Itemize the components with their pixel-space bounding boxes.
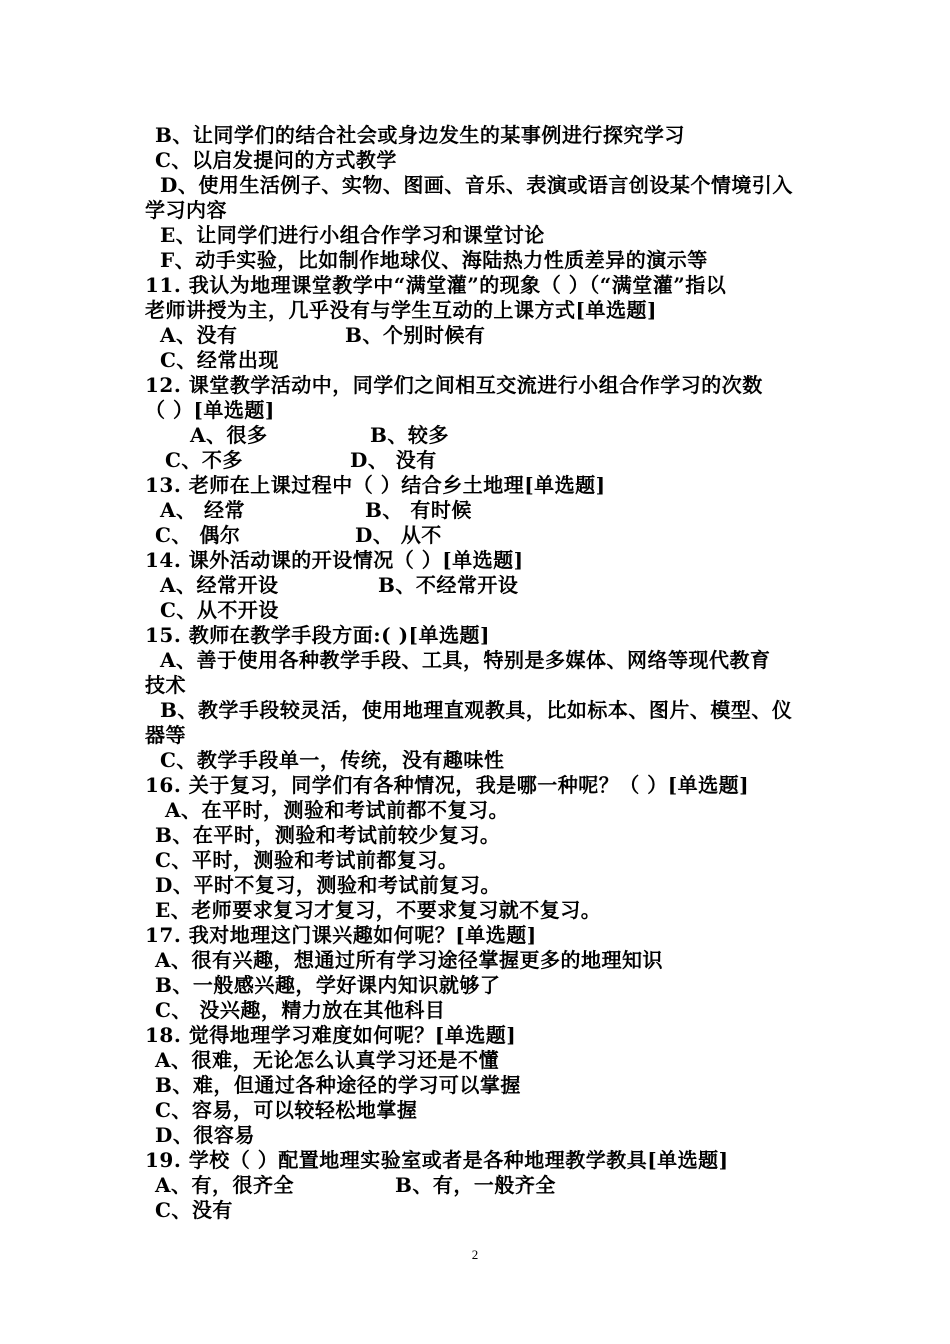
- option-line: A、在平时，测验和考试前都不复习。: [165, 798, 510, 822]
- question-19: 19. 学校（ ）配置地理实验室或者是各种地理教学教具[单选题]: [145, 1148, 729, 1172]
- question-12-cont: （ ）[单选题]: [145, 398, 275, 422]
- option-line: A、善于使用各种教学手段、工具，特别是多媒体、网络等现代教育: [160, 648, 771, 672]
- option-line: A、很有兴趣，想通过所有学习途径掌握更多的地理知识: [155, 948, 664, 972]
- question-18: 18. 觉得地理学习难度如何呢？[单选题]: [145, 1023, 517, 1047]
- option-line: B、较多: [370, 423, 449, 447]
- option-line: C、平时，测验和考试前都复习。: [155, 848, 459, 872]
- option-line: E、让同学们进行小组合作学习和课堂讨论: [160, 223, 545, 247]
- option-line: D、平时不复习，测验和考试前复习。: [155, 873, 501, 897]
- question-13: 13. 老师在上课过程中（ ）结合乡土地理[单选题]: [145, 473, 606, 497]
- question-16: 16. 关于复习，同学们有各种情况，我是哪一种呢？（ ）[单选题]: [145, 773, 750, 797]
- option-line: B、教学手段较灵活，使用地理直观教具，比如标本、图片、模型、仪: [160, 698, 793, 722]
- option-line: B、 有时候: [365, 498, 472, 522]
- option-line: B、一般感兴趣，学好课内知识就够了: [155, 973, 501, 997]
- option-line: A、很多: [190, 423, 268, 447]
- question-11-cont: 老师讲授为主，几乎没有与学生互动的上课方式[单选题]: [145, 298, 657, 322]
- option-line: B、难，但通过各种途径的学习可以掌握: [155, 1073, 521, 1097]
- option-line: D、很容易: [155, 1123, 255, 1147]
- option-line: B、在平时，测验和考试前较少复习。: [155, 823, 501, 847]
- option-line: C、经常出现: [160, 348, 279, 372]
- option-line: A、有，很齐全: [155, 1173, 295, 1197]
- page-number: 2: [471, 1247, 479, 1262]
- option-line: A、没有: [160, 323, 238, 347]
- option-line: D、 从不: [355, 523, 442, 547]
- option-line: D、 没有: [350, 448, 437, 472]
- option-line: C、教学手段单一，传统，没有趣味性: [160, 748, 505, 772]
- option-line: A、经常开设: [160, 573, 279, 597]
- question-17: 17. 我对地理这门课兴趣如何呢？[单选题]: [145, 923, 537, 947]
- option-line: C、以启发提问的方式教学: [155, 148, 397, 172]
- option-line: E、老师要求复习才复习，不要求复习就不复习。: [155, 898, 602, 922]
- option-line: A、 经常: [160, 498, 245, 522]
- option-line: C、 没兴趣，精力放在其他科目: [155, 998, 446, 1022]
- option-line: B、个别时候有: [345, 323, 486, 347]
- option-line: C、 偶尔: [155, 523, 241, 547]
- option-line: B、有，一般齐全: [395, 1173, 556, 1197]
- option-line: A、很难，无论怎么认真学习还是不懂: [155, 1048, 500, 1072]
- option-line-cont: 技术: [145, 673, 186, 697]
- question-14: 14. 课外活动课的开设情况（ ）[单选题]: [145, 548, 524, 572]
- question-11: 11. 我认为地理课堂教学中“满堂灌”的现象（ ）（“满堂灌”指以: [145, 273, 727, 297]
- question-15: 15. 教师在教学手段方面:( )[单选题]: [145, 623, 490, 647]
- option-line: F、动手实验，比如制作地球仪、海陆热力性质差异的演示等: [160, 248, 708, 272]
- option-line-cont: 器等: [145, 723, 186, 747]
- option-line: C、从不开设: [160, 598, 279, 622]
- question-12: 12. 课堂教学活动中，同学们之间相互交流进行小组合作学习的次数: [145, 373, 763, 397]
- option-line: 学习内容: [145, 198, 227, 222]
- option-line: C、容易，可以较轻松地掌握: [155, 1098, 418, 1122]
- option-line: C、不多: [165, 448, 243, 472]
- option-line: D、使用生活例子、实物、图画、音乐、表演或语言创设某个情境引入: [160, 173, 793, 197]
- option-line: B、让同学们的结合社会或身边发生的某事例进行探究学习: [155, 123, 685, 147]
- option-line: C、没有: [155, 1198, 233, 1222]
- option-line: B、不经常开设: [378, 573, 519, 597]
